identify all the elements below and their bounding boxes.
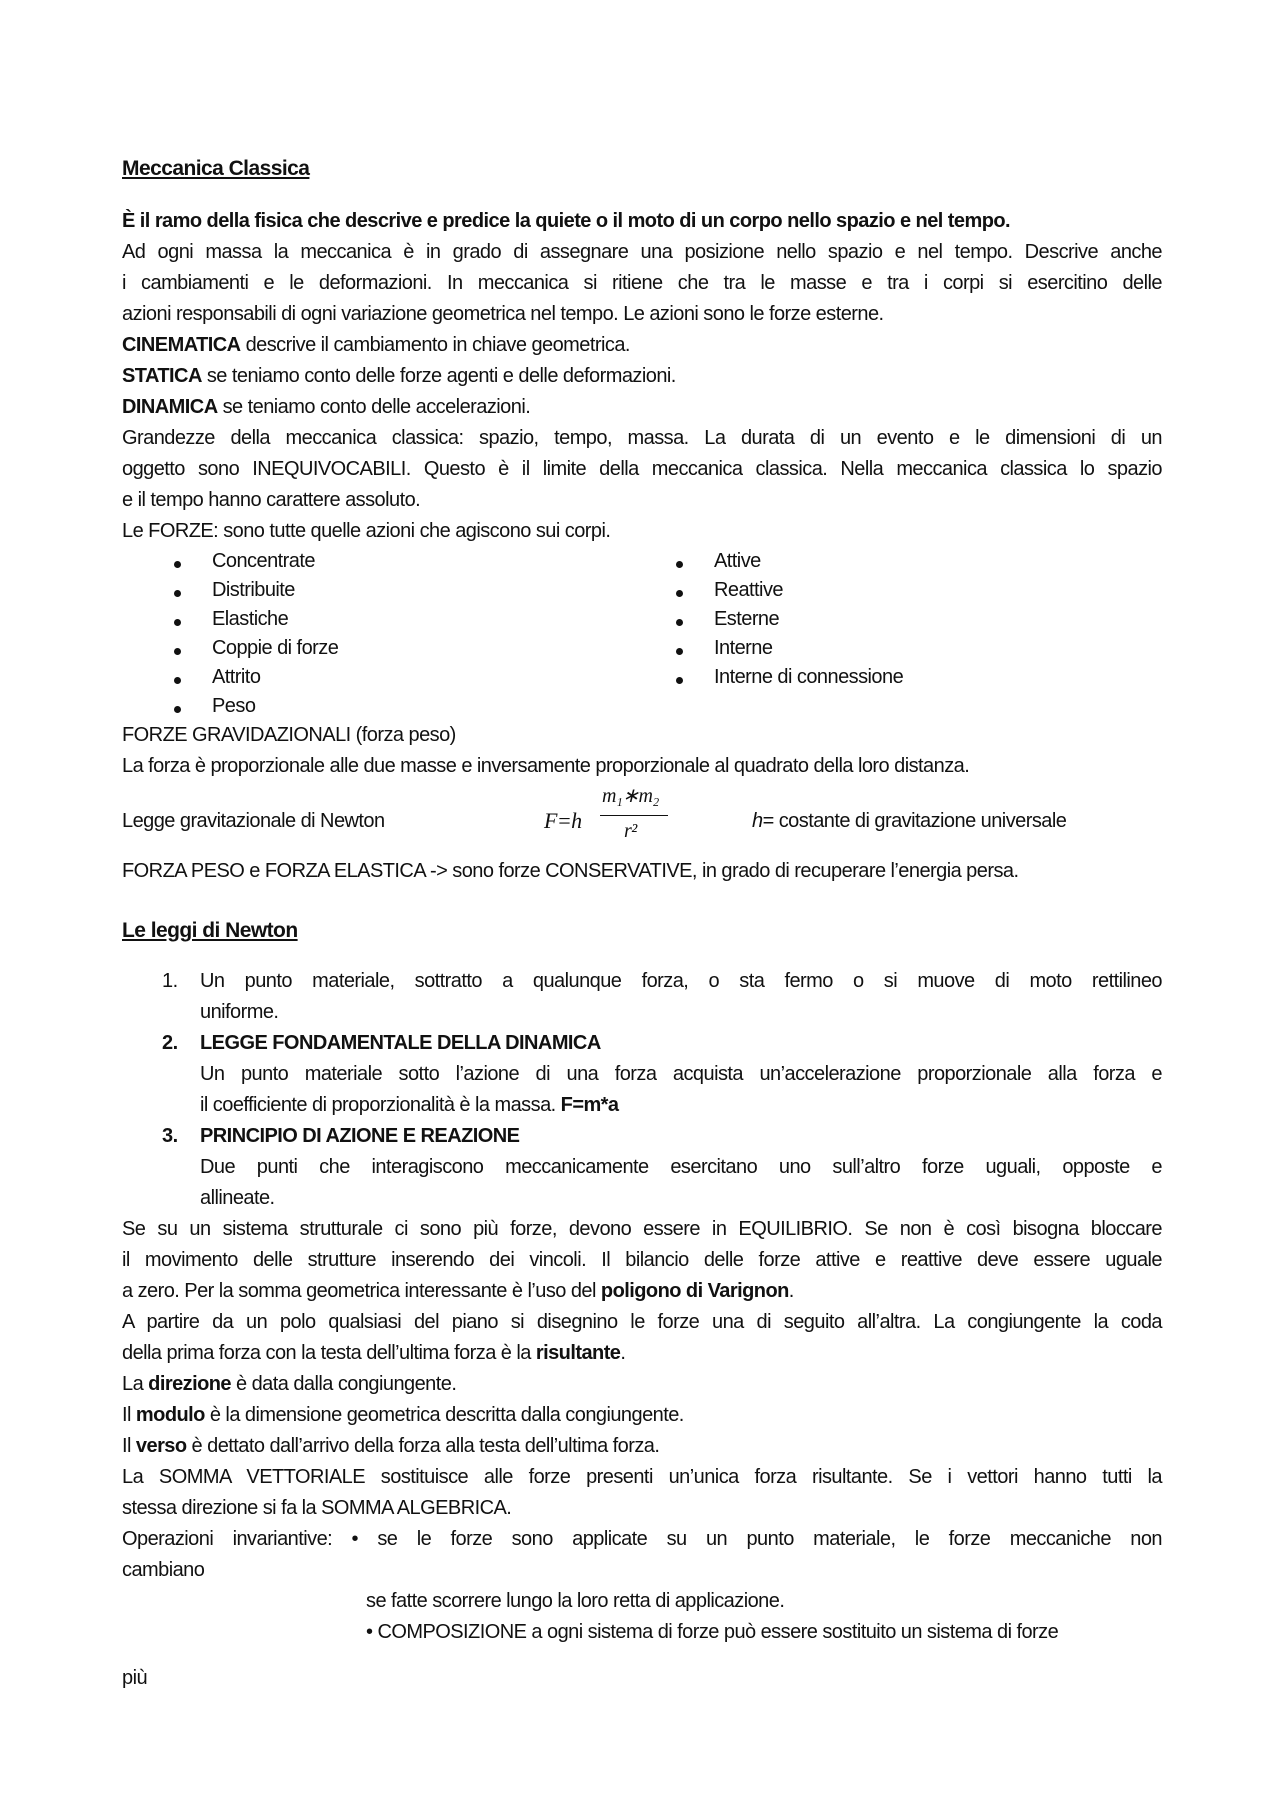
list-item: Elastiche bbox=[212, 608, 289, 630]
law-text: Due punti che interagiscono meccanicamente esercitano uno sull’altro forze uguali, opposte e bbox=[200, 1156, 1162, 1178]
bullet-icon bbox=[174, 648, 181, 655]
paragraph-line: A partire da un polo qualsiasi del piano si disegnino le forze una di seguito all’altra. La congiungente la coda bbox=[122, 1311, 1162, 1333]
fraction-bar bbox=[600, 815, 668, 816]
list-item: Concentrate bbox=[212, 550, 315, 572]
list-item: Distribuite bbox=[212, 579, 295, 601]
law-heading: LEGGE FONDAMENTALE DELLA DINAMICA bbox=[200, 1032, 601, 1054]
verso-def: Il verso è dettato dall’arrivo della forza alla testa dell’ultima forza. bbox=[122, 1435, 660, 1457]
bullet-icon bbox=[676, 619, 683, 626]
paragraph-line: Se su un sistema strutturale ci sono più forze, devono essere in EQUILIBRIO. Se non è così bisogna bloccare bbox=[122, 1218, 1162, 1240]
list-item: Interne di connessione bbox=[714, 666, 904, 688]
list-item: Reattive bbox=[714, 579, 783, 601]
definition-dinamica: DINAMICA se teniamo conto delle accelerazioni. bbox=[122, 396, 531, 418]
h-description: h= costante di gravitazione universale bbox=[752, 810, 1067, 832]
list-item: Interne bbox=[714, 637, 773, 659]
bullet-icon bbox=[676, 561, 683, 568]
operations-line: se fatte scorrere lungo la loro retta di applicazione. bbox=[366, 1590, 785, 1612]
law-label: Legge gravitazionale di Newton bbox=[122, 810, 385, 832]
section-title: Meccanica Classica bbox=[122, 157, 310, 180]
bullet-icon bbox=[676, 590, 683, 597]
law-heading: PRINCIPIO DI AZIONE E REAZIONE bbox=[200, 1125, 520, 1147]
grav-text: La forza è proporzionale alle due masse e inversamente proporzionale al quadrato della loro distanza. bbox=[122, 755, 970, 777]
bullet-icon bbox=[174, 590, 181, 597]
forces-intro: Le FORZE: sono tutte quelle azioni che agiscono sui corpi. bbox=[122, 520, 611, 542]
section-title: Le leggi di Newton bbox=[122, 919, 298, 942]
operations-line: • COMPOSIZIONE a ogni sistema di forze può essere sostituito un sistema di forze bbox=[366, 1621, 1059, 1643]
operations-line: più bbox=[122, 1667, 148, 1689]
paragraph-line: della prima forza con la testa dell’ultima forza è la risultante. bbox=[122, 1342, 626, 1364]
paragraph-line: oggetto sono INEQUIVOCABILI. Questo è il limite della meccanica classica. Nella meccanica classica lo spazio bbox=[122, 458, 1162, 480]
paragraph-line: La SOMMA VETTORIALE sostituisce alle forze presenti un’unica forza risultante. Se i vettori hanno tutti la bbox=[122, 1466, 1162, 1488]
paragraph-line: Ad ogni massa la meccanica è in grado di assegnare una posizione nello spazio e nel tempo. Descrive anche bbox=[122, 241, 1162, 263]
paragraph-line: il movimento delle strutture inserendo dei vincoli. Il bilancio delle forze attive e reattive deve essere uguale bbox=[122, 1249, 1162, 1271]
list-number: 3. bbox=[162, 1125, 178, 1147]
list-item: Esterne bbox=[714, 608, 780, 630]
definition-statica: STATICA se teniamo conto delle forze agenti e delle deformazioni. bbox=[122, 365, 676, 387]
paragraph-line: e il tempo hanno carattere assoluto. bbox=[122, 489, 421, 511]
conservative-forces: FORZA PESO e FORZA ELASTICA -> sono forze CONSERVATIVE, in grado di recuperare l’energia persa. bbox=[122, 860, 1019, 882]
paragraph-line: azioni responsabili di ogni variazione geometrica nel tempo. Le azioni sono le forze esterne. bbox=[122, 303, 884, 325]
bullet-icon bbox=[676, 648, 683, 655]
paragraph-line: Grandezze della meccanica classica: spazio, tempo, massa. La durata di un evento e le dimensioni di un bbox=[122, 427, 1162, 449]
bullet-icon bbox=[174, 706, 181, 713]
intro-statement: È il ramo della fisica che descrive e predice la quiete o il moto di un corpo nello spazio e nel tempo. bbox=[122, 210, 1011, 232]
formula-denominator: r² bbox=[624, 820, 637, 842]
list-item: Attive bbox=[714, 550, 761, 572]
law-text: allineate. bbox=[200, 1187, 275, 1209]
paragraph-line: stessa direzione si fa la SOMMA ALGEBRICA. bbox=[122, 1497, 512, 1519]
operations-line: cambiano bbox=[122, 1559, 205, 1581]
list-number: 1. bbox=[162, 970, 178, 992]
bullet-icon bbox=[174, 677, 181, 684]
module-def: Il modulo è la dimensione geometrica descritta dalla congiungente. bbox=[122, 1404, 684, 1426]
definition-cinematica: CINEMATICA descrive il cambiamento in chiave geometrica. bbox=[122, 334, 630, 356]
formula-lhs: F=h bbox=[544, 808, 582, 833]
law-text: Un punto materiale sotto l’azione di una forza acquista un’accelerazione proporzionale alla forza e bbox=[200, 1063, 1162, 1085]
paragraph-line: a zero. Per la somma geometrica interessante è l’uso del poligono di Varignon. bbox=[122, 1280, 794, 1302]
law-text: Un punto materiale, sottratto a qualunque forza, o sta fermo o si muove di moto rettilineo bbox=[200, 970, 1162, 992]
bullet-icon bbox=[174, 619, 181, 626]
list-item: Peso bbox=[212, 695, 256, 717]
list-item: Attrito bbox=[212, 666, 261, 688]
direction-def: La direzione è data dalla congiungente. bbox=[122, 1373, 457, 1395]
operations-line: Operazioni invariantive: • se le forze sono applicate su un punto materiale, le forze meccaniche non bbox=[122, 1528, 1162, 1550]
list-number: 2. bbox=[162, 1032, 178, 1054]
law-text: uniforme. bbox=[200, 1001, 279, 1023]
bullet-icon bbox=[676, 677, 683, 684]
grav-title: FORZE GRAVIDAZIONALI (forza peso) bbox=[122, 724, 456, 746]
list-item: Coppie di forze bbox=[212, 637, 339, 659]
formula-numerator: m₁∗m₂ bbox=[602, 785, 659, 807]
paragraph-line: i cambiamenti e le deformazioni. In meccanica si ritiene che tra le masse e tra i corpi si esercitino delle bbox=[122, 272, 1162, 294]
law-text: il coefficiente di proporzionalità è la massa. F=m*a bbox=[200, 1094, 619, 1116]
bullet-icon bbox=[174, 561, 181, 568]
